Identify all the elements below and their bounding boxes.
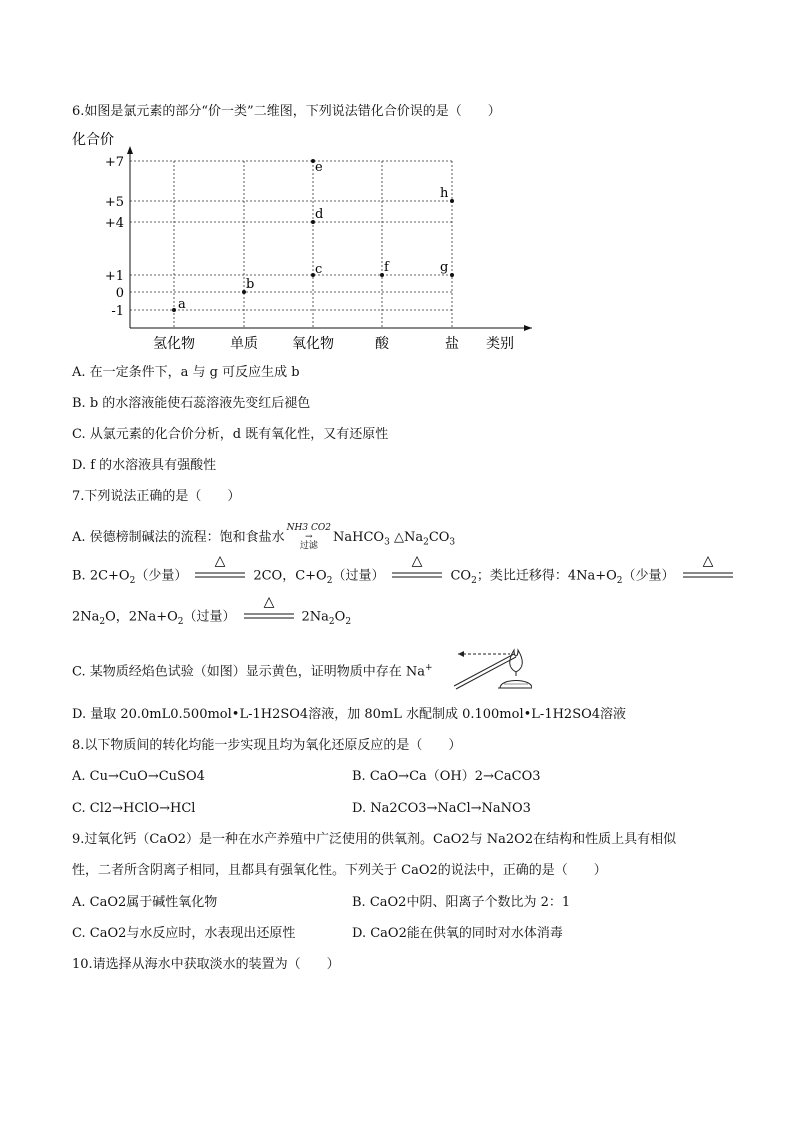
q10-stem: 10.请选择从海水中获取淡水的装置为（ ） — [72, 957, 340, 972]
q9-option-d: D. CaO2能在供氧的同时对水体消毒 — [352, 926, 563, 941]
q7-stem: 7.下列说法正确的是（ ） — [72, 489, 241, 504]
q8-option-c: C. Cl2→HClO→HCl — [72, 801, 196, 816]
q8-option-a: A. Cu→CuO→CuSO4 — [72, 769, 205, 784]
q6-option-b: B. b 的水溶液能使石蕊溶液先变红后褪色 — [72, 396, 311, 411]
data-point — [450, 273, 454, 277]
reaction-arrow-icon: NH3 CO2 → 过滤 — [286, 523, 331, 551]
x-tick-label: 氢化物 — [153, 336, 195, 352]
data-point — [450, 199, 454, 203]
q7-option-c: C. 某物质经焰色试验（如图）显示黄色，证明物质中存在 Na+ — [72, 663, 433, 680]
b-eq4-condition: （过量） — [183, 609, 236, 625]
x-tick-label: 酸 — [375, 336, 389, 352]
q8-option-b: B. CaO→Ca（OH）2→CaCO3 — [352, 769, 541, 784]
b-eq1-reactants: B. 2C+O — [72, 568, 130, 584]
product-na2co3: Na — [403, 530, 424, 545]
b-eq4-product: 2Na — [301, 609, 329, 625]
svg-text:△: △ — [214, 553, 226, 569]
q9-stem-line2: 性，二者所含阴离子相同，且都具有强氧化性。下列关于 CaO2的说法中，正确的是（ ） — [72, 863, 607, 878]
heat-symbol: △ — [393, 530, 404, 545]
svg-text:△: △ — [263, 594, 274, 610]
flame-test-icon — [452, 646, 532, 692]
product-nahco3: NaHCO — [332, 530, 385, 545]
y-tick-label: +7 — [104, 155, 124, 170]
y-axis-label: 化合价 — [72, 132, 114, 148]
q9-option-b: B. CaO2中阴、阳离子个数比为 2：1 — [352, 895, 571, 910]
q8-option-d: D. Na2CO3→NaCl→NaNO3 — [352, 801, 531, 816]
heat-equals-icon — [681, 553, 735, 585]
b-eq2-text: 2CO，C+O — [253, 568, 327, 584]
q6-option-a: A. 在一定条件下，a 与 g 可反应生成 b — [72, 365, 300, 380]
y-axis-arrow-icon — [127, 146, 133, 154]
data-point-label: e — [315, 160, 323, 175]
data-point-label: d — [315, 207, 324, 222]
x-tick-label: 盐 — [445, 336, 459, 352]
data-point-label: c — [315, 262, 323, 277]
q9-stem-line1: 9.过氧化钙（CaO2）是一种在水产养殖中广泛使用的供氧剂。CaO2与 Na2O2在结构和性质上具有相似 — [72, 832, 677, 847]
b-eq2-product: CO — [450, 568, 472, 584]
q9-option-c: C. CaO2与水反应时，水表现出还原性 — [72, 926, 296, 941]
y-tick-label: +4 — [104, 216, 124, 231]
y-tick-label: 0 — [115, 286, 124, 301]
data-point — [172, 308, 176, 312]
reagent-nh3: NH3 — [286, 523, 309, 533]
reagent-co2: CO2 — [310, 523, 331, 533]
q8-stem: 8.以下物质间的转化均能一步实现且均为氧化还原反应的是（ ） — [72, 738, 462, 753]
q7-option-b-line1: B. $2C+O_2$（少量） △ 2CO，$C+O_2$（过量） △ $CO_2$；类比迁移得：$4Na+O_2$（少量） △ — [72, 567, 741, 590]
q6-stem: 6.如图是氯元素的部分“价一类”二维图，下列说法错化合价误的是（ ） — [72, 104, 501, 119]
q7-a-text: A. 侯德榜制碱法的流程：饱和食盐水 — [72, 530, 285, 545]
x-tick-label: 单质 — [230, 336, 258, 352]
q6-option-d: D. f 的水溶液具有强酸性 — [72, 458, 217, 473]
data-point-label: f — [384, 260, 389, 275]
data-point-label: h — [440, 186, 449, 201]
b-eq4-text: O，2Na+O — [105, 609, 178, 625]
x-axis-arrow-icon — [524, 325, 532, 331]
heat-equals-icon — [390, 553, 444, 585]
x-tick-label: 氧化物 — [292, 336, 334, 352]
x-axis-label: 类别 — [486, 336, 514, 352]
heat-equals-icon — [242, 594, 296, 626]
data-point-label: a — [178, 297, 186, 312]
b-eq3-product: 2Na — [72, 609, 100, 625]
valence-class-chart — [72, 128, 542, 358]
y-tick-label: -1 — [111, 304, 124, 319]
q7-option-d: D. 量取 20.0mL0.500mol•L-1H2SO4溶液，加 80mL 水配制成 0.100mol•L-1H2SO4溶液 — [72, 707, 627, 722]
q9-option-a: A. CaO2属于碱性氧化物 — [72, 895, 218, 910]
svg-text:△: △ — [702, 553, 713, 569]
y-tick-label: +1 — [104, 269, 124, 284]
q7-option-a: A. 侯德榜制碱法的流程：饱和食盐水 NH3 CO2 → 过滤 NaHCO$_3$ $\triangle Na_2CO_3$ — [72, 523, 456, 551]
data-point-label: g — [440, 260, 449, 275]
b-eq2-condition: （过量） — [332, 568, 385, 584]
b-analogy-text: ；类比迁移得：4Na+O — [476, 568, 617, 584]
y-tick-label: +5 — [104, 195, 124, 210]
svg-text:△: △ — [412, 553, 423, 569]
b-eq1-condition: （少量） — [135, 568, 188, 584]
b-eq3-condition: （少量） — [622, 568, 675, 584]
heat-equals-icon — [193, 553, 247, 585]
q7-option-b-line2: $2Na_2O$，$2Na+O_2$（过量） △ $2Na_2O_2$ — [72, 594, 352, 628]
condition-filter: 过滤 — [299, 541, 318, 551]
q7-c-text: C. 某物质经焰色试验（如图）显示黄色，证明物质中存在 Na — [72, 664, 426, 680]
q6-option-c: C. 从氯元素的化合价分析，d 既有氧化性，又有还原性 — [72, 427, 389, 442]
data-point-label: b — [246, 277, 255, 292]
